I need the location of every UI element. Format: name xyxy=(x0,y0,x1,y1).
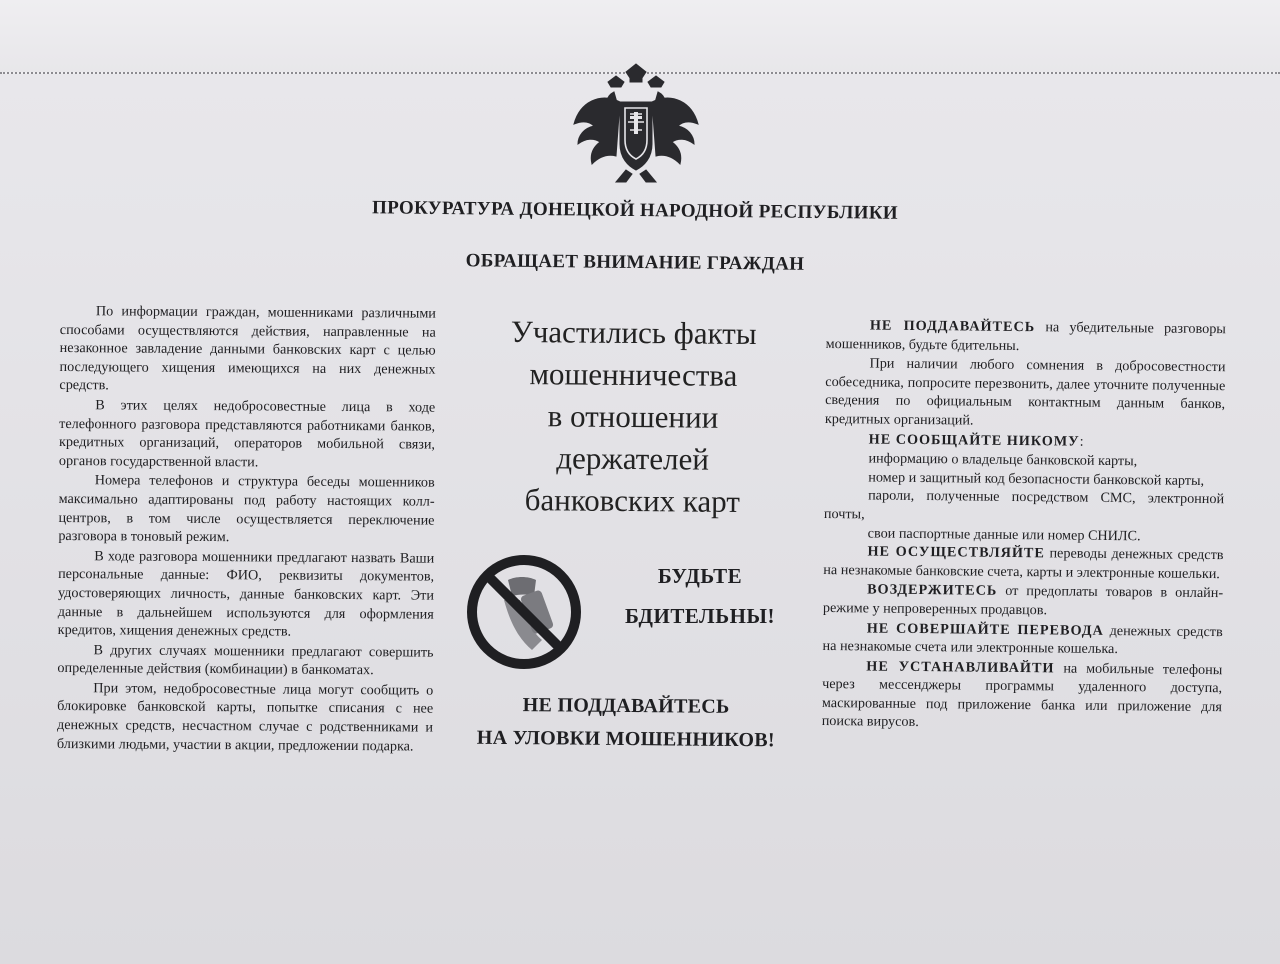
left-paragraph: При этом, недобросовестные лица могут сообщить о блокировке банковской карты, попытке списания с нее денежных средств, несчастном случае с родственниками и близкими людьми, участии в акции, предложении подарка. xyxy=(56,680,434,755)
right-paragraph: При наличии любого сомнения в добросовестности собеседника, попросите перезвонить, далее уточните полученные сведения по официальным контактным данным банков, кредитных организаций. xyxy=(824,355,1226,429)
right-paragraph xyxy=(823,542,1223,583)
paragraph-text: от предоплаты товаров в онлайн-режиме у непроверенных продавцов. xyxy=(822,583,1224,619)
left-paragraph: В ходе разговора мошенники предлагают назвать Ваши персональные данные: ФИО, реквизиты документов, удостоверяющих личность, данные банковских карт. Эти данные в дальнейшем используются для оформления кредитов, хищения денежных средств. xyxy=(57,547,435,640)
headline-line: мошенничества xyxy=(529,356,738,393)
list-item: пароли, полученные посредством СМС, электронной почты, xyxy=(823,487,1225,523)
alert-line: БУДЬТЕ xyxy=(657,564,743,588)
right-paragraph xyxy=(822,618,1222,659)
left-column xyxy=(57,302,436,757)
list-item: информацию о владельце банковской карты, xyxy=(868,450,1138,470)
paragraph-text: на убедительные разговоры мошенников, будьте бдительны. xyxy=(825,319,1226,354)
paragraph-text: переводы денежных средств на незнакомые банковские счета, карты и электронные кошельки. xyxy=(823,545,1224,582)
right-paragraph xyxy=(823,580,1223,621)
caps-lead: НЕ ОСУЩЕСТВЛЯЙТЕ xyxy=(867,543,1045,562)
caps-lead: НЕ СООБЩАЙТЕ НИКОМУ xyxy=(868,431,1080,450)
right-paragraph xyxy=(826,316,1226,357)
center-headline xyxy=(467,311,799,524)
right-column xyxy=(822,316,1226,736)
be-alert-text xyxy=(600,556,800,636)
center-warning xyxy=(456,689,797,758)
warning-line: НА УЛОВКИ МОШЕННИКОВ! xyxy=(476,726,776,752)
left-paragraph: По информации граждан, мошенниками различными способами осуществляются действия, направленные на незаконное завладение данными банковских карт с целью последующего хищения имеющихся на них денежных средств. xyxy=(59,303,436,394)
headline-line: в отношении xyxy=(547,398,719,435)
left-paragraph: Номера телефонов и структура беседы мошенников максимально адаптированы под работу настоящих колл-центров, в том числе осуществляется переключение разговора в тоновый режим. xyxy=(58,472,435,546)
paragraph-text: на мобильные телефоны через мессенджеры программы удаленного доступа, маскированные под приложение банка или приложение для поиска вирусов. xyxy=(821,660,1223,731)
double-headed-eagle-emblem-icon xyxy=(568,58,704,186)
left-paragraph: В этих целях недобросовестные лица в ходе телефонного разговора представляются работниками банков, кредитных организаций, операторов мобильной связи, органов государственной власти. xyxy=(58,397,436,471)
headline-line: Участились факты xyxy=(510,313,757,352)
list-item: свои паспортные данные или номер СНИЛС. xyxy=(867,524,1141,544)
no-phone-icon xyxy=(464,552,584,672)
list-item: номер и защитный код безопасности банковской карты, xyxy=(868,469,1205,489)
caps-lead: НЕ УСТАНАВЛИВАЙТИ xyxy=(866,658,1055,677)
headline-line: банковских карт xyxy=(524,482,741,519)
paragraph-text: денежных средств на незнакомые счета или электронные кошелька. xyxy=(822,622,1223,658)
headline-line: держателей xyxy=(556,440,710,477)
caps-lead: НЕ СОВЕРШАЙТЕ ПЕРЕВОДА xyxy=(866,619,1104,639)
caps-lead: ВОЗДЕРЖИТЕСЬ xyxy=(867,581,998,600)
left-paragraph: В других случаях мошенники предлагают совершить определенные действия (комбинации) в банкоматах. xyxy=(57,641,434,679)
paragraph-text: : xyxy=(1079,433,1084,450)
right-paragraph xyxy=(822,657,1223,736)
alert-line: БДИТЕЛЬНЫ! xyxy=(624,604,776,628)
warning-line: НЕ ПОДДАВАЙТЕСЬ xyxy=(522,694,730,718)
caps-lead: НЕ ПОДДАВАЙТЕСЬ xyxy=(869,317,1036,336)
page-subtitle: ОБРАЩАЕТ ВНИМАНИЕ ГРАЖДАН xyxy=(465,250,805,275)
page-title: ПРОКУРАТУРА ДОНЕЦКОЙ НАРОДНОЙ РЕСПУБЛИКИ xyxy=(371,197,899,224)
